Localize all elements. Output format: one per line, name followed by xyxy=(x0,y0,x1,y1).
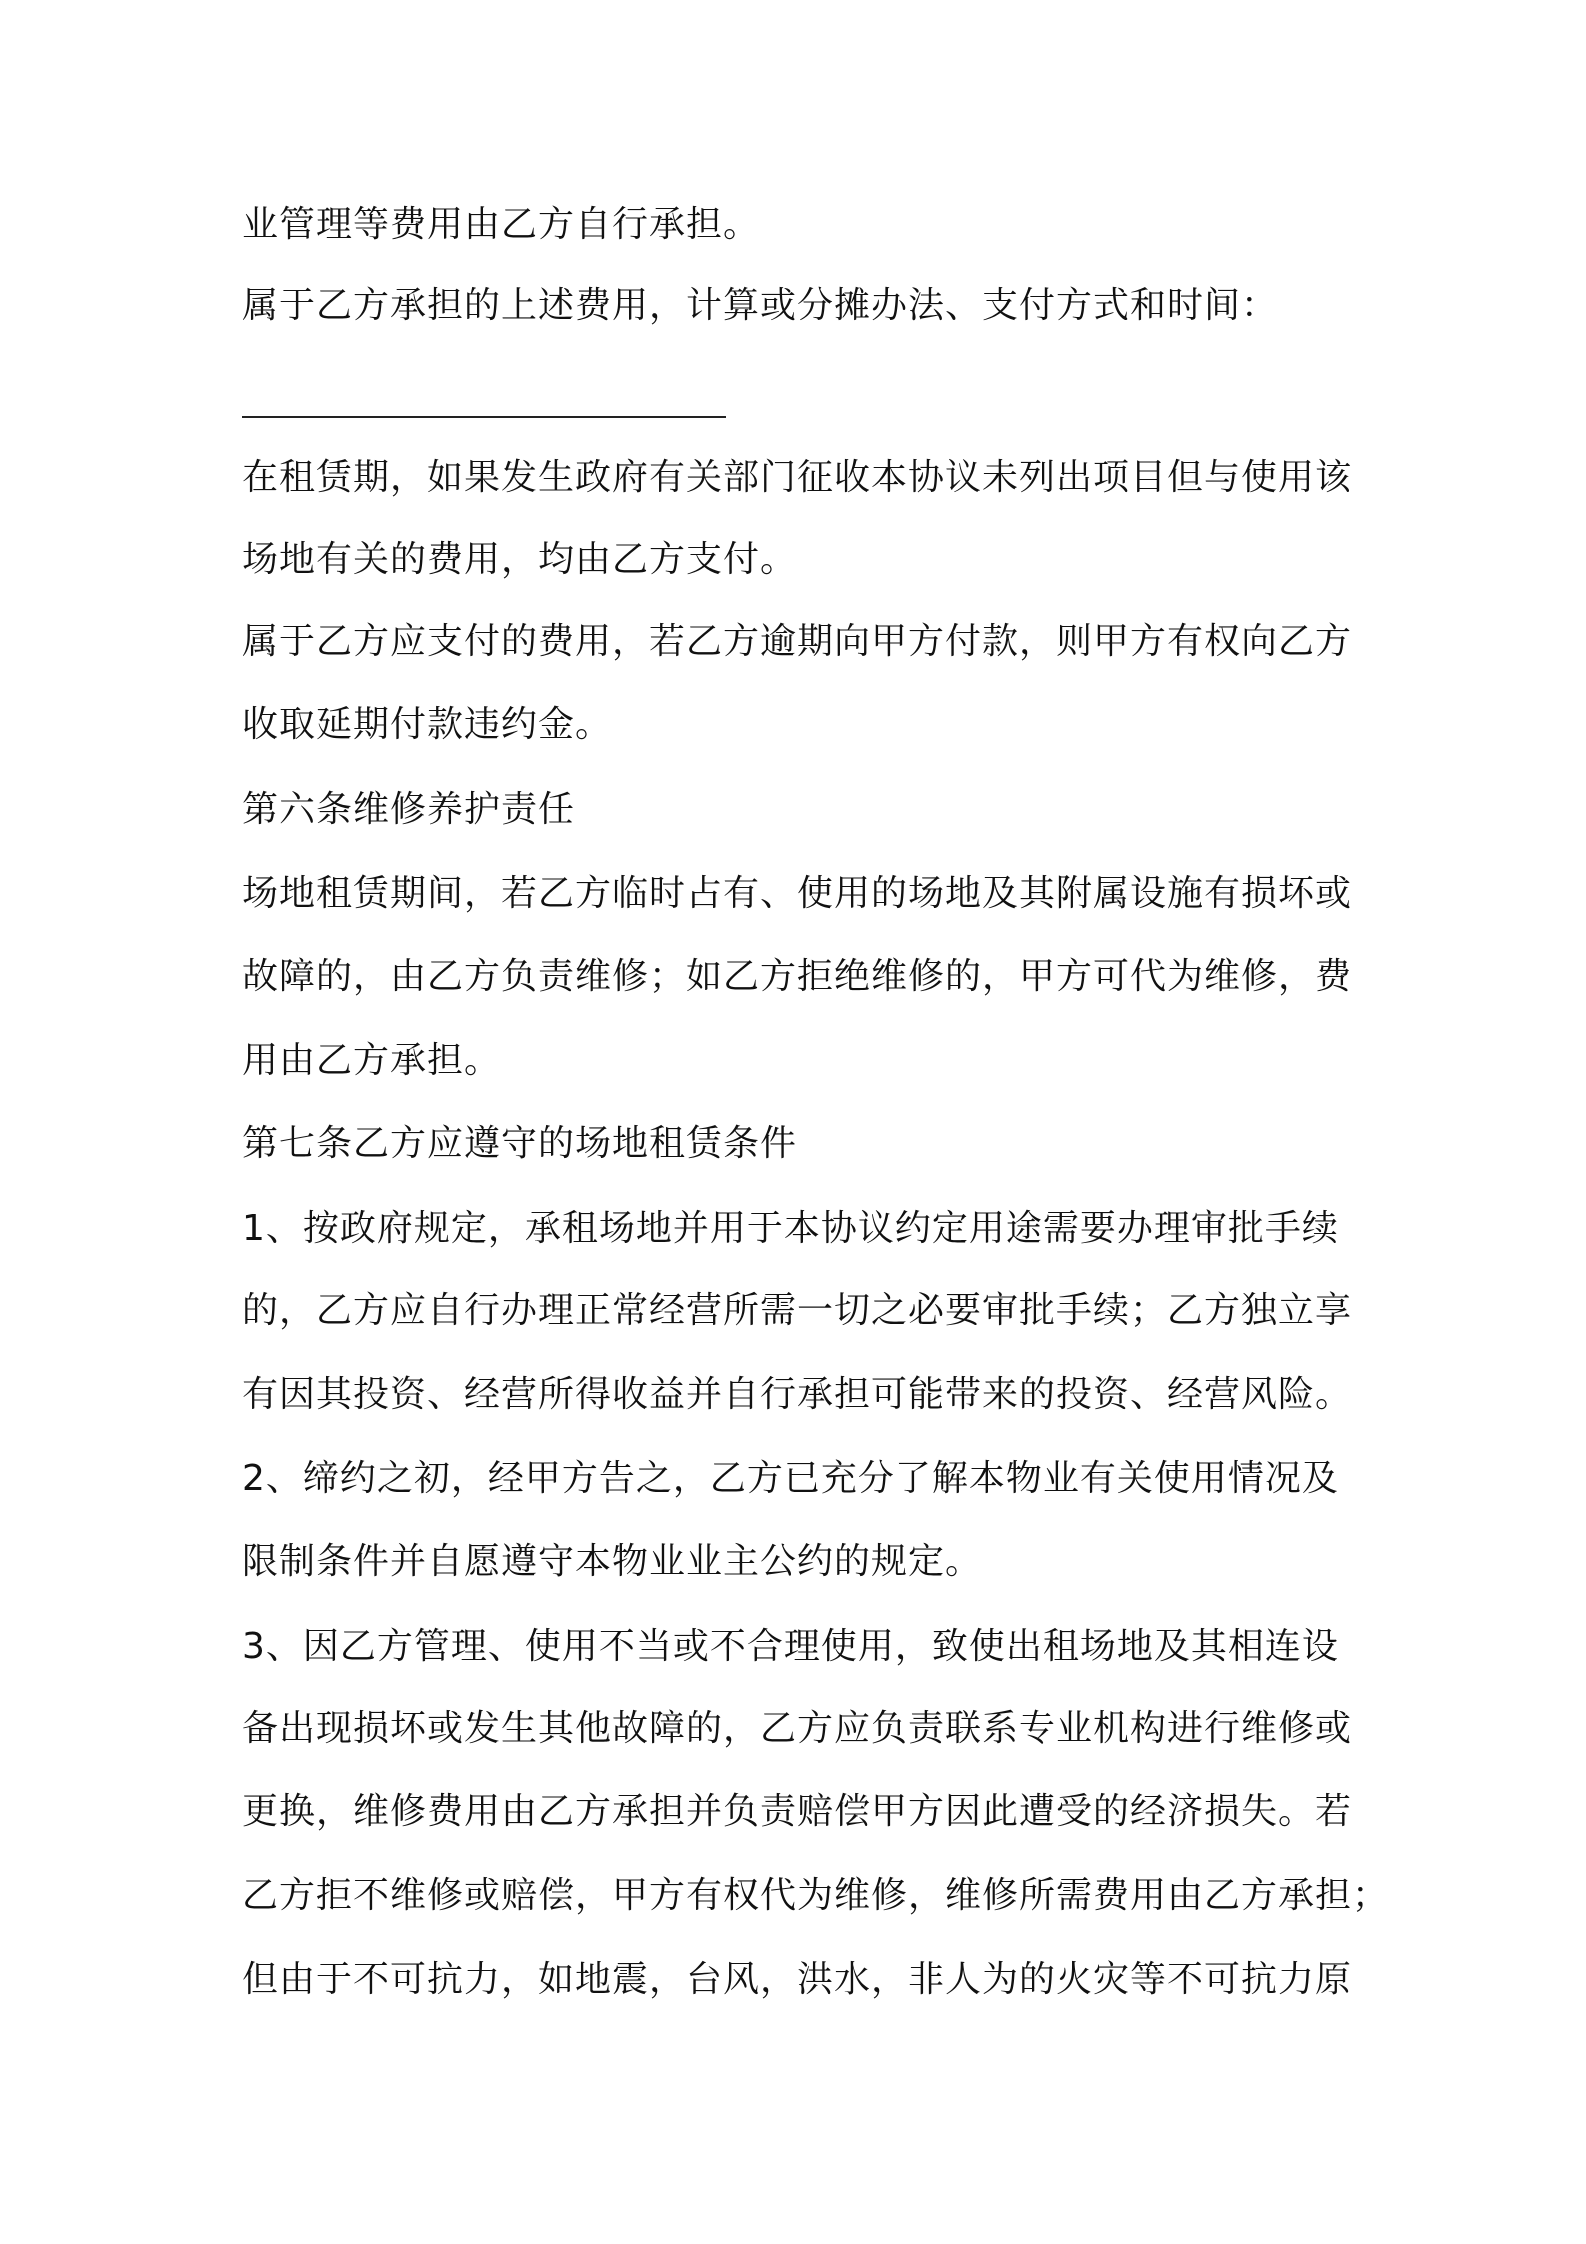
text-line: 有因其投资、经营所得收益并自行承担可能带来的投资、经营风险。 xyxy=(242,1374,1353,1415)
text-line: 收取延期付款违约金。 xyxy=(242,704,613,745)
text-line: 业管理等费用由乙方自行承担。 xyxy=(242,204,761,245)
text-line: 在租赁期，如果发生政府有关部门征收本协议未列出项目但与使用该 xyxy=(242,457,1353,498)
text-line: 用由乙方承担。 xyxy=(242,1040,502,1081)
text-line: 1、按政府规定，承租场地并用于本协议约定用途需要办理审批手续 xyxy=(242,1208,1339,1249)
text-line: 限制条件并自愿遵守本物业业主公约的规定。 xyxy=(242,1541,983,1582)
fill-in-blank-line xyxy=(242,416,726,418)
text-line: 但由于不可抗力，如地震，台风，洪水，非人为的火灾等不可抗力原 xyxy=(242,1959,1353,2000)
section-heading: 第七条乙方应遵守的场地租赁条件 xyxy=(242,1123,798,1164)
text-line: 故障的，由乙方负责维修；如乙方拒绝维修的，甲方可代为维修，费 xyxy=(242,956,1353,997)
text-line: 3、因乙方管理、使用不当或不合理使用，致使出租场地及其相连设 xyxy=(242,1626,1339,1667)
text-line: 场地租赁期间，若乙方临时占有、使用的场地及其附属设施有损坏或 xyxy=(242,873,1353,914)
text-line: 乙方拒不维修或赔偿，甲方有权代为维修，维修所需费用由乙方承担； xyxy=(242,1875,1390,1916)
text-line: 备出现损坏或发生其他故障的，乙方应负责联系专业机构进行维修或 xyxy=(242,1708,1353,1749)
text-line: 属于乙方应支付的费用，若乙方逾期向甲方付款，则甲方有权向乙方 xyxy=(242,621,1353,662)
text-line: 更换，维修费用由乙方承担并负责赔偿甲方因此遭受的经济损失。若 xyxy=(242,1791,1353,1832)
text-line: 的，乙方应自行办理正常经营所需一切之必要审批手续；乙方独立享 xyxy=(242,1290,1353,1331)
text-line: 属于乙方承担的上述费用，计算或分摊办法、支付方式和时间： xyxy=(242,285,1279,326)
text-line: 场地有关的费用，均由乙方支付。 xyxy=(242,539,798,580)
text-line: 2、缔约之初，经甲方告之，乙方已充分了解本物业有关使用情况及 xyxy=(242,1458,1339,1499)
section-heading: 第六条维修养护责任 xyxy=(242,789,576,830)
